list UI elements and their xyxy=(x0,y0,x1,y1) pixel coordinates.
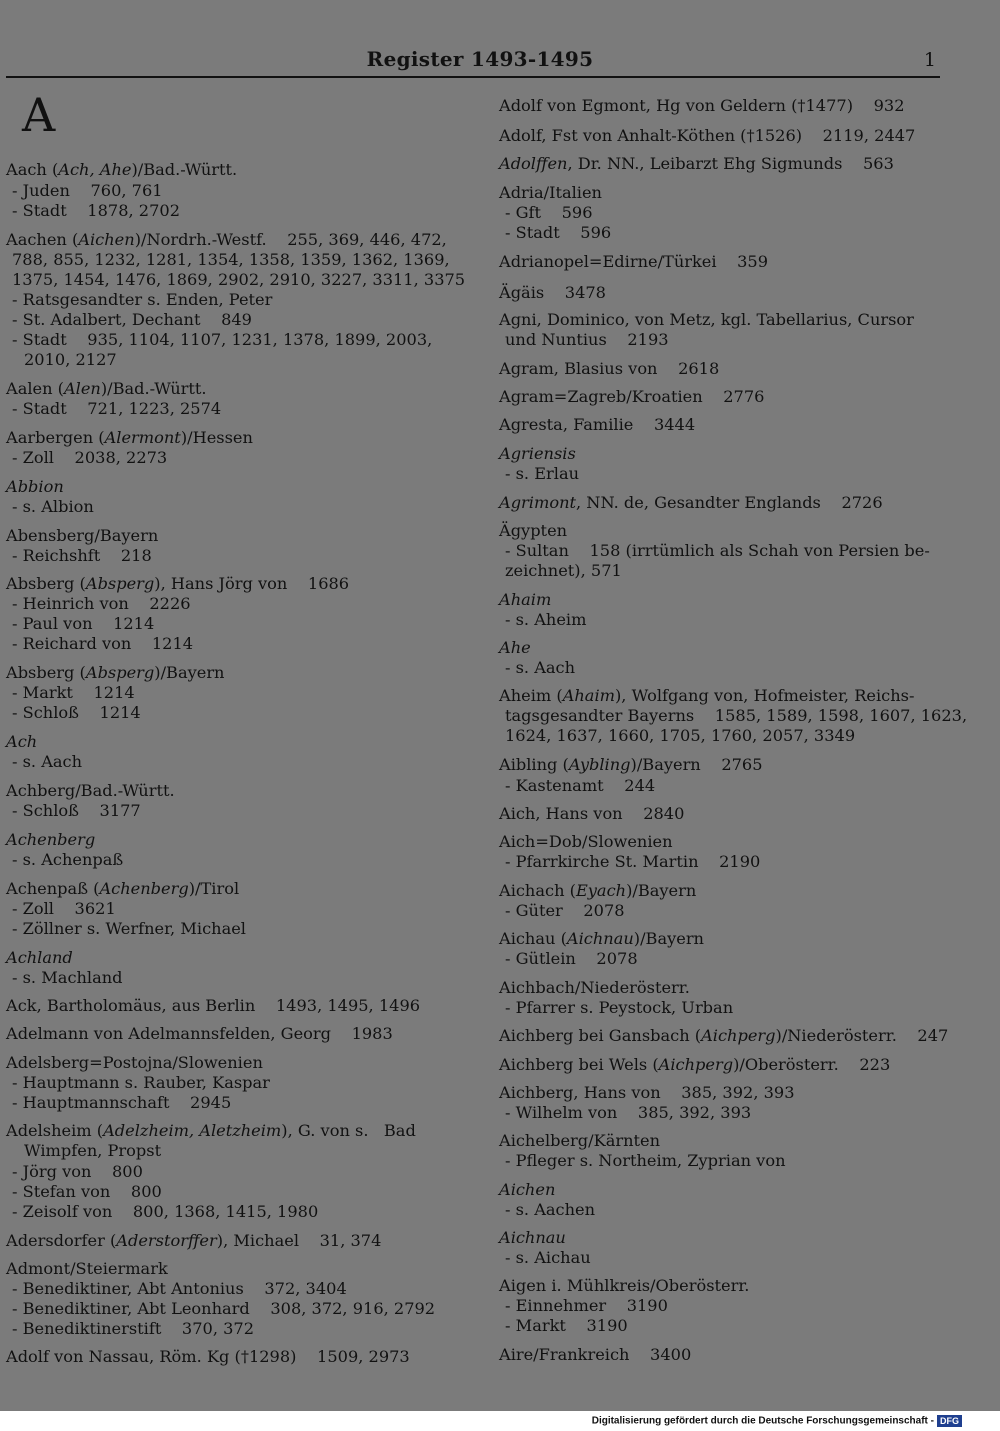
footer-text: Digitalisierung gefördert durch die Deutsche Forschungsgemeinschaft - xyxy=(591,1415,934,1427)
entry-text: - Markt 3190 xyxy=(505,1316,628,1335)
entry-text: - Gütlein 2078 xyxy=(505,949,638,968)
left-entry-line xyxy=(6,948,73,968)
italic-name: Aichnau xyxy=(499,1228,566,1247)
left-entry-line xyxy=(12,201,180,221)
page-number: 1 xyxy=(923,49,936,71)
right-entry-line xyxy=(499,686,914,706)
left-entry-line xyxy=(6,996,420,1016)
entry-text: - Stadt 935, 1104, 1107, 1231, 1378, 1899, 2003, xyxy=(12,330,433,349)
left-entry-line xyxy=(6,1347,410,1367)
right-entry-line xyxy=(499,1083,795,1103)
entry-text: - Kastenamt 244 xyxy=(505,776,656,795)
left-entry-line xyxy=(6,428,253,448)
left-entry-line xyxy=(6,477,64,497)
right-entry-line xyxy=(499,1055,890,1075)
entry-text: Aachen ( xyxy=(6,230,79,249)
right-entry-line xyxy=(505,1248,591,1268)
entry-text: ), G. von s. Bad xyxy=(281,1121,416,1140)
entry-text: zeichnet), 571 xyxy=(505,561,622,580)
left-entry-line xyxy=(24,1141,161,1161)
entry-text: Adelmann von Adelmannsfelden, Georg 1983 xyxy=(6,1024,393,1043)
entry-text: - Einnehmer 3190 xyxy=(505,1296,668,1315)
entry-text: - Juden 760, 761 xyxy=(12,181,163,200)
left-entry-line xyxy=(12,899,116,919)
right-entry-line xyxy=(505,610,586,630)
entry-text: Aichelberg/Kärnten xyxy=(499,1131,661,1150)
entry-text: Aichach ( xyxy=(499,881,576,900)
entry-text: - Paul von 1214 xyxy=(12,614,155,633)
left-entry-line xyxy=(12,1202,318,1222)
right-entry-line xyxy=(499,978,690,998)
entry-text: Adolf, Fst von Anhalt-Köthen (†1526) 2119, 2447 xyxy=(499,126,916,145)
right-entry-line xyxy=(505,203,593,223)
dfg-logo: DFG xyxy=(937,1415,962,1427)
left-entry-line xyxy=(12,634,193,654)
left-entry-line xyxy=(6,781,175,801)
right-entry-line xyxy=(505,1296,668,1316)
left-entry-line xyxy=(12,270,465,290)
entry-text: Aalen ( xyxy=(6,379,64,398)
entry-text: - Heinrich von 2226 xyxy=(12,594,191,613)
entry-text: Wimpfen, Propst xyxy=(24,1141,162,1160)
right-entry-line xyxy=(499,638,531,658)
left-entry-line xyxy=(6,1053,263,1073)
right-entry-line xyxy=(499,804,684,824)
entry-text: - Stadt 721, 1223, 2574 xyxy=(12,399,222,418)
right-entry-line xyxy=(499,415,695,435)
right-entry-line xyxy=(505,561,622,581)
italic-name: Adolffen xyxy=(499,154,568,173)
entry-text: Aheim ( xyxy=(499,686,563,705)
right-entry-line xyxy=(499,590,551,610)
left-entry-line xyxy=(12,1162,143,1182)
right-entry-line xyxy=(505,223,611,243)
italic-name: Alen xyxy=(63,379,101,398)
italic-name: Ahaim xyxy=(499,590,552,609)
entry-text: - s. Aichau xyxy=(505,1248,591,1267)
left-entry-line xyxy=(6,1259,168,1279)
entry-text: , Dr. NN., Leibarzt Ehg Sigmunds 563 xyxy=(567,154,894,173)
entry-text: - Schloß 1214 xyxy=(12,703,141,722)
entry-text: tagsgesandter Bayerns 1585, 1589, 1598, 1607, 1623, xyxy=(505,706,968,725)
entry-text: )/Bayern xyxy=(633,929,704,948)
entry-text: Ägäis 3478 xyxy=(499,283,606,302)
entry-text: - Benediktiner, Abt Antonius 372, 3404 xyxy=(12,1279,347,1298)
left-entry-line xyxy=(12,968,123,988)
entry-text: Adrianopel=Edirne/Türkei 359 xyxy=(499,252,769,271)
right-entry-line xyxy=(499,387,764,407)
right-entry-line xyxy=(499,929,704,949)
entry-text: - Ratsgesandter s. Enden, Peter xyxy=(12,290,273,309)
italic-name: Achland xyxy=(6,948,73,967)
left-entry-line xyxy=(6,830,95,850)
entry-text: Adolf von Nassau, Röm. Kg (†1298) 1509, 2973 xyxy=(6,1347,410,1366)
entry-text: Aire/Frankreich 3400 xyxy=(499,1345,692,1364)
entry-text: Agni, Dominico, von Metz, kgl. Tabellarius, Cursor xyxy=(499,310,914,329)
right-entry-line xyxy=(505,658,575,678)
left-entry-line xyxy=(6,160,237,180)
left-entry-line xyxy=(6,1024,393,1044)
left-entry-line xyxy=(12,850,123,870)
entry-text: Achberg/Bad.-Württ. xyxy=(6,781,175,800)
left-entry-line xyxy=(12,752,82,772)
entry-text: - s. Aheim xyxy=(505,610,587,629)
section-letter: A xyxy=(22,88,56,142)
entry-text: - Wilhelm von 385, 392, 393 xyxy=(505,1103,752,1122)
entry-text: Agram, Blasius von 2618 xyxy=(499,359,720,378)
right-entry-line xyxy=(505,330,669,350)
header-rule xyxy=(6,76,940,78)
left-entry-line xyxy=(6,732,37,752)
entry-text: - Stefan von 800 xyxy=(12,1182,162,1201)
entry-text: - Schloß 3177 xyxy=(12,801,141,820)
entry-text: - Güter 2078 xyxy=(505,901,625,920)
entry-text: 1624, 1637, 1660, 1705, 1760, 2057, 3349 xyxy=(505,726,856,745)
entry-text: und Nuntius 2193 xyxy=(505,330,669,349)
left-entry-line xyxy=(6,230,447,250)
entry-text: 2010, 2127 xyxy=(24,350,117,369)
entry-text: - Zoll 3621 xyxy=(12,899,116,918)
entry-text: Admont/Steiermark xyxy=(6,1259,168,1278)
italic-name: Absperg xyxy=(85,574,155,593)
entry-text: - Benediktinerstift 370, 372 xyxy=(12,1319,255,1338)
entry-text: Ägypten xyxy=(499,521,568,540)
left-entry-line xyxy=(24,350,117,370)
right-entry-line xyxy=(505,1151,786,1171)
entry-text: Aach ( xyxy=(6,160,59,179)
entry-text: )/Bayern xyxy=(626,881,697,900)
left-entry-line xyxy=(6,526,158,546)
italic-name: Ahe xyxy=(499,638,531,657)
left-entry-line xyxy=(12,546,152,566)
entry-text: - Markt 1214 xyxy=(12,683,135,702)
entry-text: - s. Albion xyxy=(12,497,94,516)
italic-name: Adelzheim, Aletzheim xyxy=(103,1121,282,1140)
entry-text: Aichau ( xyxy=(499,929,567,948)
entry-text: Absberg ( xyxy=(6,663,86,682)
right-entry-line xyxy=(499,126,915,146)
entry-text: )/Tirol xyxy=(188,879,240,898)
left-entry-line xyxy=(6,574,349,594)
entry-text: - s. Machland xyxy=(12,968,123,987)
italic-name: Achenberg xyxy=(99,879,189,898)
entry-text: Aichbach/Niederösterr. xyxy=(499,978,690,997)
entry-text: Ack, Bartholomäus, aus Berlin 1493, 1495, 1496 xyxy=(6,996,421,1015)
right-entry-line xyxy=(499,493,883,513)
entry-text: Aigen i. Mühlkreis/Oberösterr. xyxy=(499,1276,750,1295)
right-entry-line xyxy=(505,998,733,1018)
entry-text: - Jörg von 800 xyxy=(12,1162,143,1181)
left-entry-line xyxy=(12,330,432,350)
entry-text: Achenpaß ( xyxy=(6,879,100,898)
left-entry-line xyxy=(12,1093,231,1113)
left-entry-line xyxy=(12,594,191,614)
italic-name: Ach, Ahe xyxy=(58,160,132,179)
entry-text: )/Hessen xyxy=(180,428,253,447)
italic-name: Abbion xyxy=(6,477,64,496)
entry-text: )/Bad.-Württ. xyxy=(100,379,207,398)
entry-text: - s. Aachen xyxy=(505,1200,596,1219)
italic-name: Aichperg xyxy=(701,1026,776,1045)
left-entry-line xyxy=(12,290,272,310)
entry-text: - Hauptmannschaft 2945 xyxy=(12,1093,232,1112)
entry-text: )/Nordrh.-Westf. 255, 369, 446, 472, xyxy=(134,230,447,249)
left-entry-line xyxy=(12,399,221,419)
italic-name: Agrimont xyxy=(499,493,576,512)
left-entry-line xyxy=(12,703,141,723)
entry-text: )/Bad.-Württ. xyxy=(131,160,238,179)
entry-text: - s. Erlau xyxy=(505,464,580,483)
right-entry-line xyxy=(499,832,673,852)
left-entry-line xyxy=(6,1231,381,1251)
entry-text: - s. Achenpaß xyxy=(12,850,124,869)
italic-name: Eyach xyxy=(575,881,627,900)
right-entry-line xyxy=(505,852,760,872)
entry-text: ), Hans Jörg von 1686 xyxy=(154,574,350,593)
entry-text: - Pfarrkirche St. Martin 2190 xyxy=(505,852,761,871)
entry-text: , NN. de, Gesandter Englands 2726 xyxy=(576,493,883,512)
page-title: Register 1493-1495 xyxy=(366,47,594,71)
left-entry-line xyxy=(6,379,207,399)
footer xyxy=(592,1415,962,1427)
entry-text: - s. Aach xyxy=(12,752,83,771)
left-entry-line xyxy=(6,663,225,683)
entry-text: - Reichshft 218 xyxy=(12,546,152,565)
right-entry-line xyxy=(505,776,655,796)
italic-name: Aichen xyxy=(499,1180,556,1199)
italic-name: Achenberg xyxy=(6,830,96,849)
right-entry-line xyxy=(505,901,625,921)
left-entry-line xyxy=(12,181,163,201)
left-entry-line xyxy=(12,1299,435,1319)
entry-text: - Zoll 2038, 2273 xyxy=(12,448,168,467)
right-entry-line xyxy=(499,310,914,330)
entry-text: Aichberg bei Wels ( xyxy=(499,1055,659,1074)
entry-text: ), Wolfgang von, Hofmeister, Reichs- xyxy=(614,686,915,705)
right-entry-line xyxy=(499,1345,691,1365)
right-entry-line xyxy=(505,1103,751,1123)
left-entry-line xyxy=(12,683,135,703)
right-entry-line xyxy=(499,755,763,775)
left-entry-line xyxy=(6,1121,416,1141)
right-entry-line xyxy=(505,949,638,969)
entry-text: Aichberg, Hans von 385, 392, 393 xyxy=(499,1083,795,1102)
left-entry-line xyxy=(12,614,154,634)
right-entry-line xyxy=(499,359,719,379)
entry-text: Aibling ( xyxy=(499,755,569,774)
entry-text: - Pfarrer s. Peystock, Urban xyxy=(505,998,734,1017)
italic-name: Aderstorffer xyxy=(116,1231,217,1250)
right-entry-line xyxy=(499,1131,660,1151)
right-entry-line xyxy=(499,444,576,464)
italic-name: Aybling xyxy=(568,755,631,774)
italic-name: Ahaim xyxy=(562,686,615,705)
italic-name: Aichnau xyxy=(566,929,634,948)
entry-text: Adelsheim ( xyxy=(6,1121,104,1140)
entry-text: - Sultan 158 (irrtümlich als Schah von Persien be- xyxy=(505,541,930,560)
italic-name: Aichperg xyxy=(658,1055,734,1074)
italic-name: Alermont xyxy=(104,428,181,447)
left-entry-line xyxy=(12,1182,162,1202)
entry-text: Absberg ( xyxy=(6,574,86,593)
entry-text: Adria/Italien xyxy=(499,183,602,202)
entry-text: - Zöllner s. Werfner, Michael xyxy=(12,919,246,938)
entry-text: Aarbergen ( xyxy=(6,428,105,447)
right-entry-line xyxy=(499,1026,948,1046)
right-entry-line xyxy=(505,706,967,726)
entry-text: - Stadt 596 xyxy=(505,223,612,242)
entry-text: Aichberg bei Gansbach ( xyxy=(499,1026,702,1045)
right-entry-line xyxy=(499,283,606,303)
left-entry-line xyxy=(12,250,450,270)
right-entry-line xyxy=(499,154,894,174)
left-entry-line xyxy=(12,497,94,517)
right-entry-line xyxy=(499,1180,555,1200)
italic-name: Agriensis xyxy=(499,444,576,463)
right-entry-line xyxy=(505,1316,628,1336)
right-entry-line xyxy=(505,726,855,746)
entry-text: - Pfleger s. Northeim, Zyprian von xyxy=(505,1151,786,1170)
left-entry-line xyxy=(12,1319,254,1339)
entry-text: Agresta, Familie 3444 xyxy=(499,415,696,434)
entry-text: ), Michael 31, 374 xyxy=(216,1231,382,1250)
entry-text: )/Bayern 2765 xyxy=(630,755,763,774)
entry-text: Aich=Dob/Slowenien xyxy=(499,832,673,851)
entry-text: )/Oberösterr. 223 xyxy=(733,1055,891,1074)
italic-name: Aichen xyxy=(78,230,135,249)
entry-text: Abensberg/Bayern xyxy=(6,526,159,545)
entry-text: 788, 855, 1232, 1281, 1354, 1358, 1359, 1362, 1369, xyxy=(12,250,450,269)
entry-text: 1375, 1454, 1476, 1869, 2902, 2910, 3227, 3311, 3375 xyxy=(12,270,466,289)
entry-text: Aich, Hans von 2840 xyxy=(499,804,685,823)
right-entry-line xyxy=(499,183,602,203)
entry-text: Adelsberg=Postojna/Slowenien xyxy=(6,1053,263,1072)
right-entry-line xyxy=(505,1200,595,1220)
left-entry-line xyxy=(12,448,167,468)
right-entry-line xyxy=(505,464,579,484)
left-entry-line xyxy=(12,1073,270,1093)
entry-text: Adersdorfer ( xyxy=(6,1231,117,1250)
right-entry-line xyxy=(499,521,567,541)
entry-text: - Gft 596 xyxy=(505,203,593,222)
entry-text: - St. Adalbert, Dechant 849 xyxy=(12,310,252,329)
entry-text: - Hauptmann s. Rauber, Kaspar xyxy=(12,1073,270,1092)
right-entry-line xyxy=(499,96,905,116)
right-entry-line xyxy=(499,881,696,901)
left-entry-line xyxy=(12,310,252,330)
right-entry-line xyxy=(499,1228,566,1248)
entry-text: Agram=Zagreb/Kroatien 2776 xyxy=(499,387,765,406)
entry-text: Adolf von Egmont, Hg von Geldern (†1477) 932 xyxy=(499,96,905,115)
left-entry-line xyxy=(12,1279,347,1299)
right-entry-line xyxy=(499,252,768,272)
entry-text: - s. Aach xyxy=(505,658,576,677)
entry-text: - Stadt 1878, 2702 xyxy=(12,201,180,220)
italic-name: Ach xyxy=(6,732,38,751)
right-entry-line xyxy=(499,1276,749,1296)
left-entry-line xyxy=(12,919,246,939)
entry-text: )/Bayern xyxy=(154,663,225,682)
entry-text: - Reichard von 1214 xyxy=(12,634,194,653)
entry-text: - Benediktiner, Abt Leonhard 308, 372, 916, 2792 xyxy=(12,1299,436,1318)
left-entry-line xyxy=(6,879,239,899)
left-entry-line xyxy=(12,801,141,821)
entry-text: - Zeisolf von 800, 1368, 1415, 1980 xyxy=(12,1202,319,1221)
right-entry-line xyxy=(505,541,930,561)
entry-text: )/Niederösterr. 247 xyxy=(775,1026,949,1045)
italic-name: Absperg xyxy=(85,663,155,682)
